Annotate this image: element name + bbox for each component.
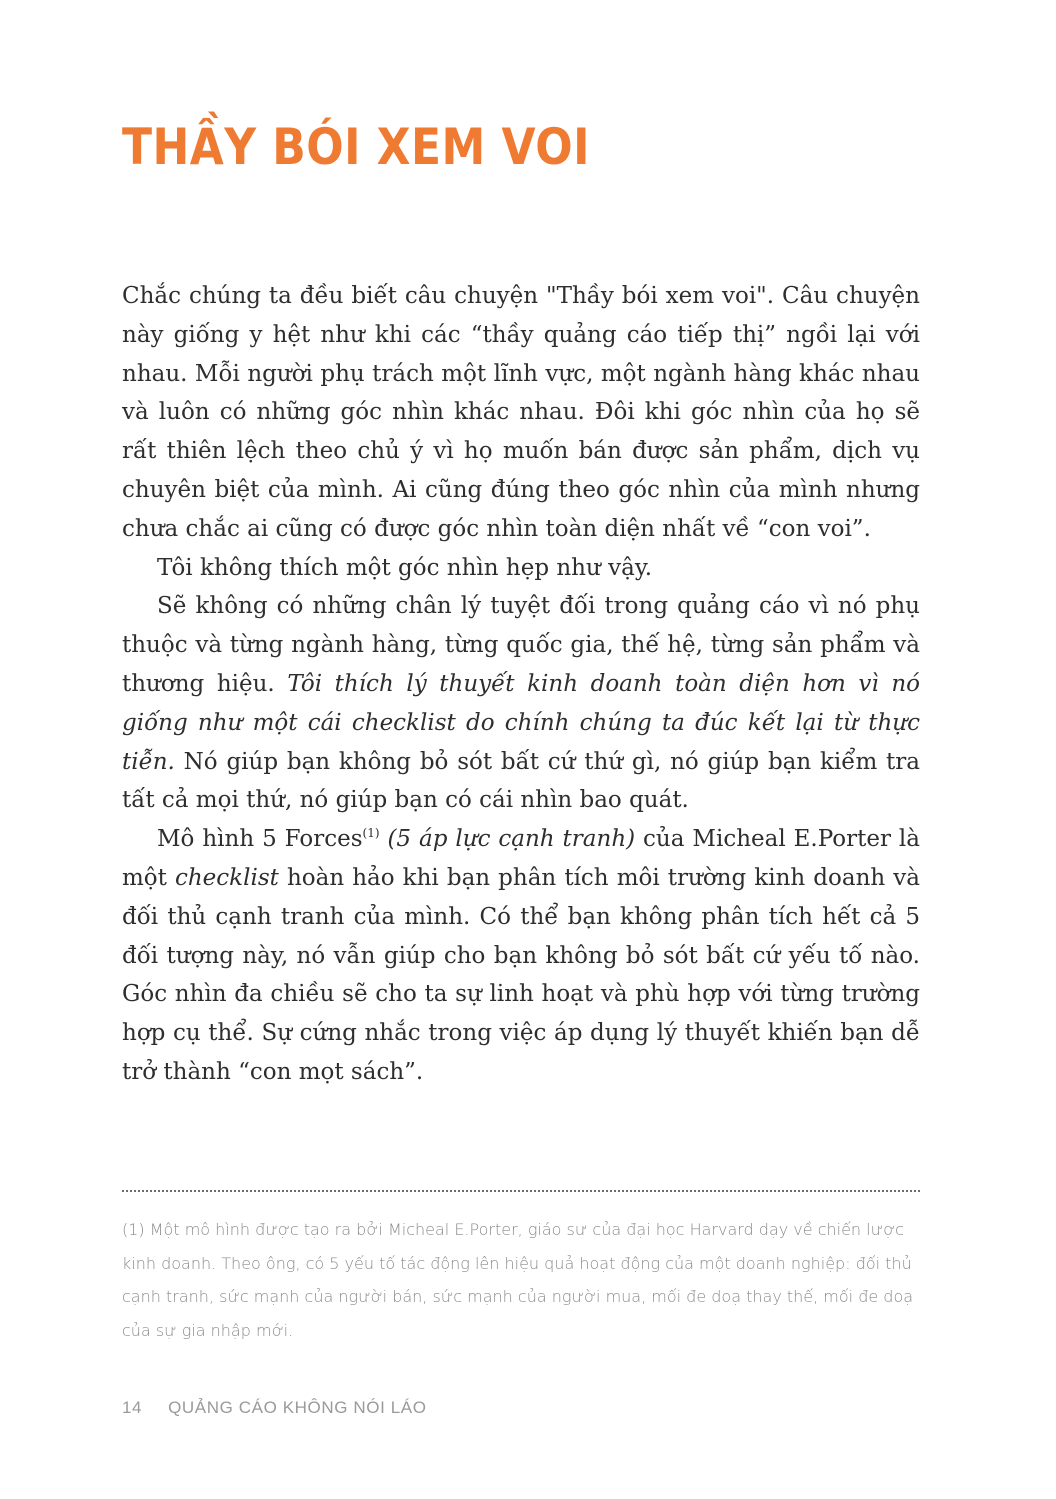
running-book-title: QUẢNG CÁO KHÔNG NÓI LÁO xyxy=(168,1398,427,1417)
paragraph-3 xyxy=(122,587,920,820)
footnote-separator xyxy=(122,1190,920,1192)
paragraph-1: Chắc chúng ta đều biết câu chuyện "Thầy bói xem voi". Câu chuyện này giống y hệt như khi các “thầy quảng cáo tiếp thị” ngồi lại với nhau. Mỗi người phụ trách một lĩnh vực, một ngành hàng khác nhau và luôn có những góc nhìn khác nhau. Đôi khi góc nhìn của họ sẽ rất thiên lệch theo chủ ý vì họ muốn bán được sản phẩm, dịch vụ chuyên biệt của mình. Ai cũng đúng theo góc nhìn của mình nhưng chưa chắc ai cũng có được góc nhìn toàn diện nhất về “con voi”. xyxy=(122,283,920,542)
paragraph-2: Tôi không thích một góc nhìn hẹp như vậy. xyxy=(157,554,653,581)
paragraph-4-end: hoàn hảo khi bạn phân tích môi trường kinh doanh và đối thủ cạnh tranh của mình. Có thể bạn không phân tích hết cả 5 đối tượng này, nó vẫn giúp cho bạn không bỏ sót bất cứ yếu tố nào. Góc nhìn đa chiều sẽ cho ta sự linh hoạt và phù hợp với từng trường hợp cụ thể. Sự cứng nhắc trong việc áp dụng lý thuyết khiến bạn dễ trở thành “con mọt sách”. xyxy=(122,864,920,1085)
paragraph-3-emphasis: Tôi thích lý thuyết kinh doanh toàn diện hơn vì nó giống như một cái checklist do chính chúng ta đúc kết lại từ thực tiễn. xyxy=(122,670,920,775)
paragraph-4-emphasis-1: (5 áp lực cạnh tranh) xyxy=(379,826,636,853)
paragraph-3-start: Sẽ không có những chân lý tuyệt đối trong quảng cáo vì nó phụ thuộc và từng ngành hàng, từng quốc gia, thế hệ, từng sản phẩm và thương hiệu. xyxy=(122,593,920,697)
page-footer xyxy=(122,1398,427,1418)
body-text xyxy=(122,277,920,1092)
paragraph-4-middle: của Micheal E.Porter là một xyxy=(122,826,920,891)
footnote-reference: (1) xyxy=(362,826,380,841)
paragraph-4 xyxy=(122,820,920,1092)
chapter-title: THẦY BÓI XEM VOI xyxy=(122,118,590,176)
paragraph-4-emphasis-2: checklist xyxy=(174,864,279,891)
paragraph-4-start: Mô hình 5 Forces xyxy=(157,826,363,853)
footnote: (1) Một mô hình được tạo ra bởi Micheal E.Porter, giáo sư của đại học Harvard dạy về chiến lược kinh doanh. Theo ông, có 5 yếu tố tác động lên hiệu quả hoạt động của một doanh nghiệp: đối thủ cạnh tranh, sức mạnh của người bán, sức mạnh của người mua, mối đe doạ thay thế, mối đe doạ của sự gia nhập mới. xyxy=(122,1220,914,1340)
page-number: 14 xyxy=(122,1398,143,1417)
paragraph-3-end: Nó giúp bạn không bỏ sót bất cứ thứ gì, nó giúp bạn kiểm tra tất cả mọi thứ, nó giúp bạn có cái nhìn bao quát. xyxy=(122,748,920,814)
